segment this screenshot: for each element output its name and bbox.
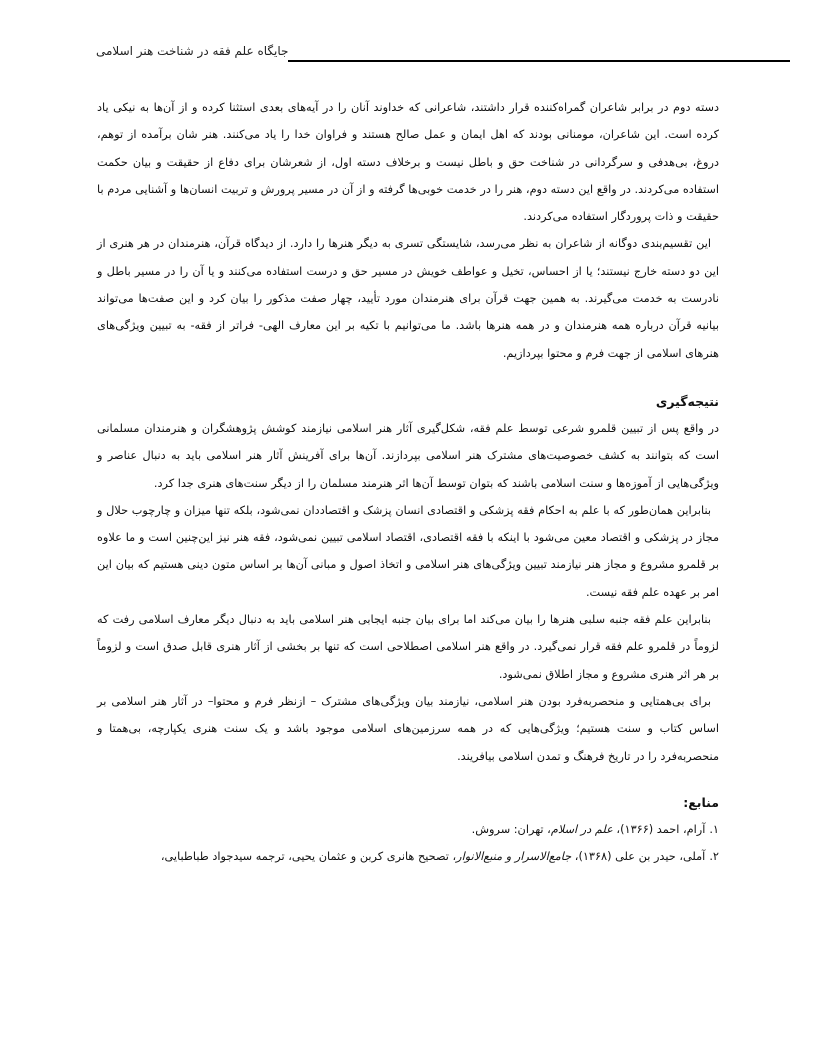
- paragraph: بنابراین همان‌طور که با علم به احکام فقه پزشکی و اقتصادی انسان پزشک و اقتصاددان نمی‌شود، بلکه تنها میزان و چارچوب حلال و مجاز در پزشکی و اقتصاد معین می‌شود با اینکه با فقه اقتصادی، اقتصاد اسلامی تبیین نمی‌شود، فقه هنر نیز این‌چنین است و ما علاوه بر قلمرو مشروع و مجاز هنر نیازمند تبیین ویژگی‌های هنر اسلامی و اتخاذ اصول و مبانی آن‌ها بر اساس متون دینی هستیم که بیان این امر بر عهده علم فقه نیست.: [97, 503, 719, 599]
- section-heading-conclusion: نتیجه‌گیری: [655, 393, 719, 409]
- reference-item: [97, 843, 719, 870]
- reference-number: ۱.: [709, 822, 719, 836]
- paragraph: این تقسیم‌بندی دوگانه از شاعران به نظر می‌رسد، شایستگی تسری به دیگر هنرها را دارد. از دیدگاه قرآن، هنرمندان در هر هنری از این دو دسته خارج نیستند؛ یا از احساس، تخیل و عواطف خویش در مسیر حق و درست استفاده می‌کنند و یا آن را در مسیر باطل و نادرست به خدمت می‌گیرند. به همین جهت قرآن برای هنرمندان مورد تأیید، چهار صفت مذکور را بیان کرد و این صفت‌ها می‌تواند بیانیه قرآن درباره همه هنرمندان و در همه هنرها باشد. ما می‌توانیم با تکیه بر این معارف الهی- فراتر از فقه- به تبیین ویژگی‌های هنرهای اسلامی از جهت فرم و محتوا بپردازیم.: [97, 237, 719, 360]
- reference-title: علم در اسلام: [550, 822, 613, 836]
- reference-publisher: ، تصحیح هانری کربن و عثمان یحیی، ترجمه سیدجواد طباطبایی،: [160, 850, 457, 864]
- reference-number: ۲.: [709, 850, 719, 864]
- paragraph: بنابراین علم فقه جنبه سلبی هنرها را بیان می‌کند اما برای بیان جنبه ایجابی هنر اسلامی باید به دنبال دیگر معارف اسلامی رفت که لزوماً در قلمرو علم فقه قرار نمی‌گیرد. در واقع هنر اسلامی اصطلاحی است که تنها بر بخشی از آثار هنری قابل صدق است و لزوماً بر هر اثر هنری مشروع و مجاز اطلاق نمی‌شود.: [97, 613, 719, 681]
- reference-list: [97, 816, 719, 871]
- paragraph: برای بی‌همتایی و منحصربه‌فرد بودن هنر اسلامی، نیازمند بیان ویژگی‌های مشترک – ازنظر فرم و محتوا– در آثار هنر اسلامی بر اساس کتاب و سنت هستیم؛ ویژگی‌هایی که در همه سرزمین‌های اسلامی موجود باشد و یک سنت هنری یکپارچه، بی‌همتا و منحصربه‌فرد را در تاریخ فرهنگ و تمدن اسلامی بیافریند.: [97, 694, 719, 763]
- running-header: [96, 44, 790, 64]
- section-heading-references: منابع:: [683, 794, 719, 810]
- running-header-title: جایگاه علم فقه در شناخت هنر اسلامی: [96, 44, 289, 58]
- paragraph: دسته دوم در برابر شاعران گمراه‌کننده قرار داشتند، شاعرانی که خداوند آنان را در آیه‌های بعدی استثنا کرده و از آن‌ها به نیکی یاد کرده است. این شاعران، مومنانی بودند که اهل ایمان و عمل صالح هستند و فراوان خدا را یاد می‌کنند. هنر شان برآمده از توهم، دروغ، بی‌هدفی و سرگردانی در شناخت حق و باطل نیست و برخلاف دسته اول، از شعرشان برای دفاع از حقیقت و بیان حکمت استفاده می‌کردند. در واقع این دسته دوم، هنر را در خدمت خوبی‌ها گرفته و از آن در مسیر پرورش و تربیت انسان‌ها و آشنایی مردم با حقیقت و ذات پروردگار استفاده می‌کردند.: [97, 101, 719, 224]
- reference-item: [97, 816, 719, 843]
- reference-publisher: ، تهران: سروش.: [471, 822, 551, 836]
- header-rule: [288, 60, 790, 62]
- reference-title: جامع‌الاسرار و منبع‌الانوار: [456, 850, 572, 864]
- body-text: [97, 94, 719, 870]
- reference-author: آملی، حیدر بن علی (۱۳۶۸)،: [571, 850, 706, 864]
- paragraph: در واقع پس از تبیین قلمرو شرعی توسط علم فقه، شکل‌گیری آثار هنر اسلامی نیازمند کوشش پژوهشگران و هنرمندان مسلمانی است که بتوانند به کشف خصوصیت‌های مشترک هنر اسلامی بپردازند. آن‌ها برای آفرینش آثار هنر اسلامی باید به دنبال عناصر و ویژگی‌هایی از آموزه‌ها و سنت اسلامی باشند که بتوان توسط آن‌ها اثر هنرمند مسلمان را از دیگر سنت‌های هنری جدا کرد.: [97, 421, 719, 490]
- reference-author: آرام، احمد (۱۳۶۶)،: [612, 822, 706, 836]
